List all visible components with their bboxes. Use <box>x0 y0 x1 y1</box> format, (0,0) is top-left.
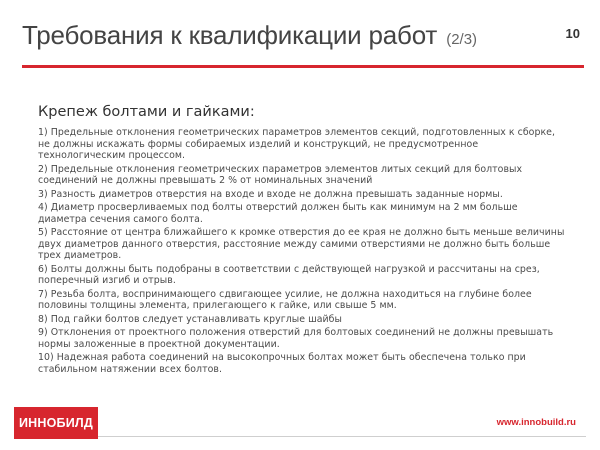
website-link[interactable]: www.innobuild.ru <box>496 417 576 428</box>
list-item: 4) Диаметр просверливаемых под болты отверстий должен быть как минимум на 2 мм больше диаметра сечения самого болта. <box>38 202 518 225</box>
slide-title-part: (2/3) <box>446 31 478 48</box>
list-item: 1) Предельные отклонения геометрических параметров элементов секций, подготовленных к сборке, не должны искажать формы собираемых изделий и конструкций, не предусмотренное технологическим процессом. <box>38 127 556 161</box>
title-divider <box>22 65 584 68</box>
list-item: 6) Болты должны быть подобраны в соответствии с действующей нагрузкой и рассчитаны на срез, поперечный изгиб и отрыв. <box>38 263 540 286</box>
footer <box>0 407 600 439</box>
list-item: 3) Разность диаметров отверстия на входе и входе не должна превышать заданные нормы. <box>38 188 503 200</box>
content-block <box>38 103 568 377</box>
section-heading: Крепеж болтами и гайками: <box>38 104 255 120</box>
list-item: 9) Отклонения от проектного положения отверстий для болтовых соединений не должны превышать нормы заложенные в проектной документации. <box>38 327 554 350</box>
requirements-list <box>38 127 568 375</box>
list-item: 10) Надежная работа соединений на высокопрочных болтах может быть обеспечена только при стабильном натяжении всех болтов. <box>38 352 526 375</box>
slide-title <box>22 20 542 51</box>
slide-title-text: Требования к квалификации работ <box>22 20 438 50</box>
list-item: 8) Под гайки болтов следует устанавливать круглые шайбы <box>38 313 342 325</box>
page-number: 10 <box>565 26 580 41</box>
footer-divider <box>98 436 586 437</box>
company-logo: ИННОБИЛД <box>14 407 98 439</box>
list-item: 2) Предельные отклонения геометрических параметров элементов литых секций для болтовых соединений не должны превышать 2 % от номинальных значений <box>38 163 523 186</box>
list-item: 5) Расстояние от центра ближайшего к кромке отверстия до ее края не должно быть меньше величины двух диаметров данного отверстия, расстояние между самими отверстиями не должно быть больше трех диаметров. <box>38 227 565 261</box>
list-item: 7) Резьба болта, воспринимающего сдвигающее усилие, не должна находиться на глубине более половины толщины элемента, прилегающего к гайке, или свыше 5 мм. <box>38 288 532 311</box>
